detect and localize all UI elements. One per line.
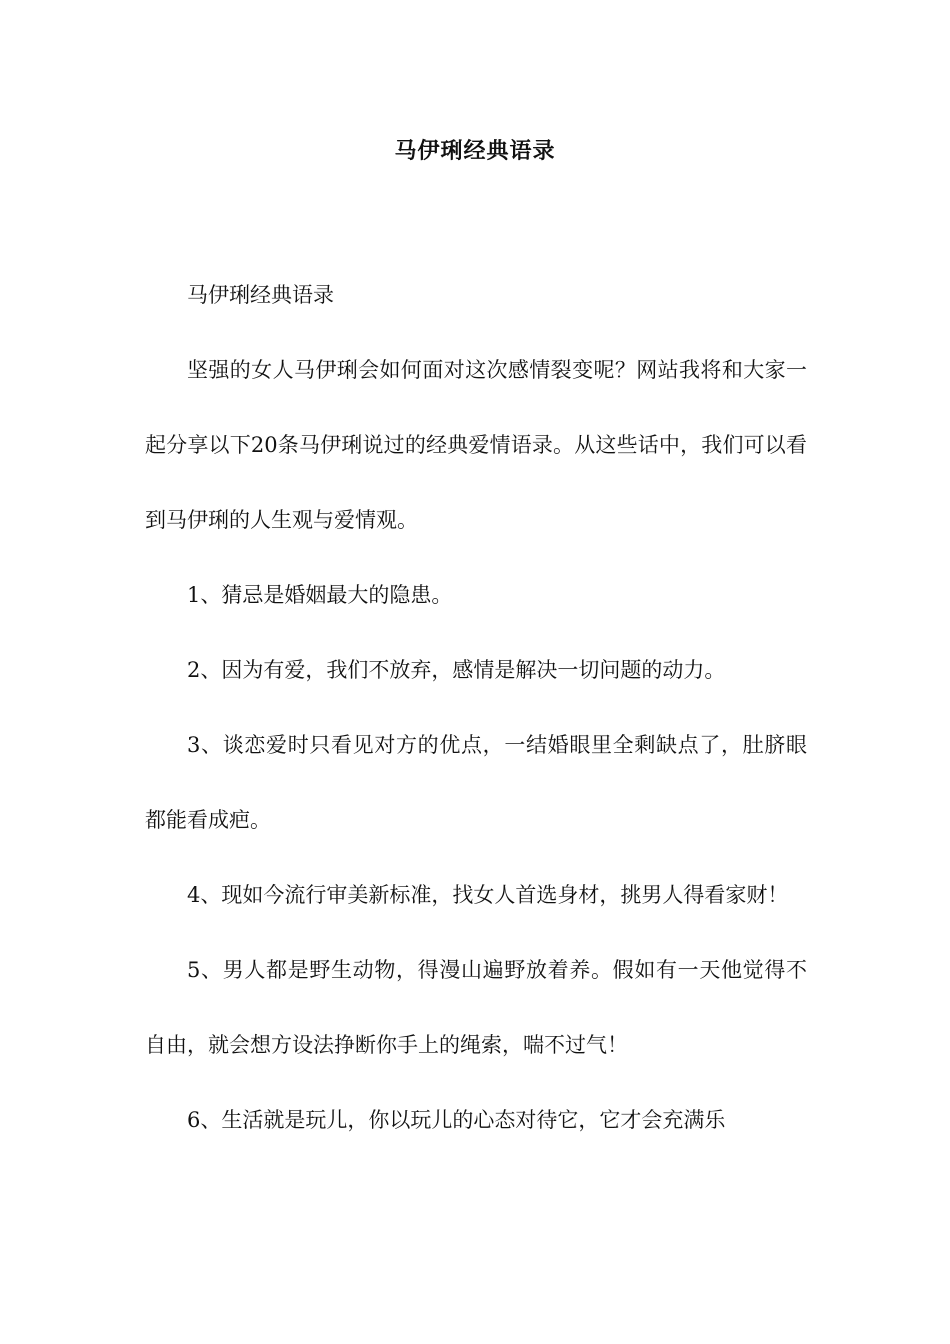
paragraph-intro: 坚强的女人马伊琍会如何面对这次感情裂变呢？网站我将和大家一起分享以下20条马伊琍说过的经典爱情语录。从这些话中，我们可以看到马伊琍的人生观与爱情观。 [145,358,807,532]
quote-item: 3、谈恋爱时只看见对方的优点，一结婚眼里全剩缺点了，肚脐眼都能看成疤。 [145,733,807,832]
quote-item: 6、生活就是玩儿，你以玩儿的心态对待它，它才会充满乐 [187,1108,726,1132]
document-body [145,258,807,1158]
quote-item: 2、因为有爱，我们不放弃，感情是解决一切问题的动力。 [187,658,726,682]
quote-item: 5、男人都是野生动物，得漫山遍野放着养。假如有一天他觉得不自由，就会想方设法挣断你手上的绳索，喘不过气！ [145,958,807,1057]
document-title: 马伊琍经典语录 [394,138,556,164]
paragraph-subtitle: 马伊琍经典语录 [187,283,334,307]
quote-item: 4、现如今流行审美新标准，找女人首选身材，挑男人得看家财！ [187,883,789,907]
quote-item: 1、猜忌是婚姻最大的隐患。 [187,583,453,607]
